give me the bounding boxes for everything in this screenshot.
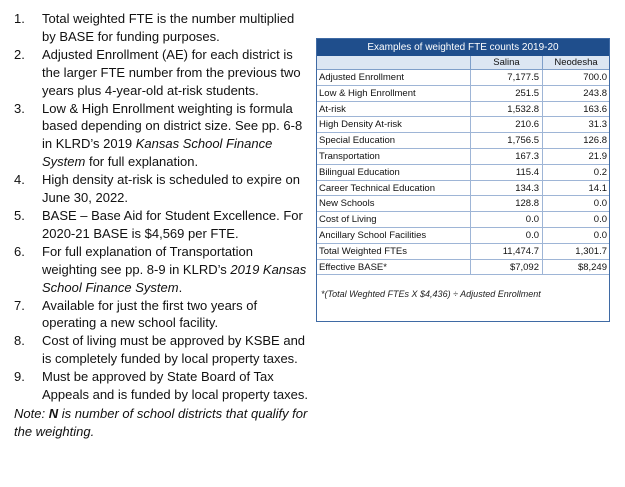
note-item: [14, 207, 310, 243]
footer-suffix: is number of school districts that qualify for the weighting.: [14, 405, 308, 439]
salina-value: 134.3: [471, 181, 543, 196]
table-row: [317, 149, 609, 165]
header-salina: Salina: [471, 56, 543, 69]
row-label: Career Technical Education: [317, 181, 471, 196]
row-label: Special Education: [317, 133, 471, 148]
row-label: Effective BASE*: [317, 260, 471, 275]
table-row: [317, 212, 609, 228]
table-row: [317, 102, 609, 118]
note-number: 6.: [14, 243, 25, 259]
table-body: [317, 70, 609, 275]
salina-value: 1,532.8: [471, 102, 543, 117]
note-text-part: Cost of living must be approved by KSBE and is completely funded by local property taxes.: [42, 333, 306, 367]
note-text-italic: 2019 Kansas School Finance System: [42, 261, 307, 295]
note-text: [42, 46, 310, 100]
note-text: [42, 243, 310, 297]
notes-footer: [14, 405, 310, 441]
table-row: [317, 70, 609, 86]
salina-value: 251.5: [471, 86, 543, 101]
neodesha-value: 0.0: [593, 198, 607, 210]
neodesha-value: 21.9: [588, 150, 607, 162]
salina-value: 0.0: [471, 228, 543, 243]
row-label: Adjusted Enrollment: [317, 70, 471, 85]
table-row: [317, 196, 609, 212]
note-text-part: .: [178, 279, 183, 295]
note-text: [42, 10, 310, 46]
note-item: [14, 46, 310, 100]
salina-value: 0.0: [471, 212, 543, 227]
salina-value: 7,177.5: [471, 70, 543, 85]
note-text: [42, 368, 310, 404]
neodesha-value: 0.0: [593, 229, 607, 241]
salina-value: 115.4: [471, 165, 543, 180]
neodesha-value: 700.0: [583, 72, 607, 83]
row-label: Bilingual Education: [317, 165, 471, 180]
note-text-part: Must be approved by State Board of Tax Appeals and is funded by local property taxes.: [42, 369, 308, 403]
note-text-italic: Kansas School Finance System: [42, 136, 273, 170]
note-number: 9.: [14, 369, 25, 385]
row-label: At-risk: [317, 102, 471, 117]
table-row: [317, 165, 609, 181]
neodesha-value: 163.6: [583, 103, 607, 115]
neodesha-value: 31.3: [588, 119, 607, 131]
note-text: [42, 207, 310, 243]
note-item: [14, 171, 310, 207]
salina-value: 11,474.7: [471, 244, 543, 259]
row-label: Cost of Living: [317, 212, 471, 227]
table-row: [317, 244, 609, 260]
row-label: New Schools: [317, 196, 471, 211]
note-number: 4.: [14, 172, 25, 188]
table-row: [317, 133, 609, 149]
footer-bold: N: [48, 405, 59, 421]
note-item: [14, 243, 310, 297]
footer-prefix: Note:: [14, 405, 49, 421]
row-label: High Density At-risk: [317, 117, 471, 132]
row-label: Total Weighted FTEs: [317, 244, 471, 259]
neodesha-value: $8,249: [577, 261, 607, 273]
neodesha-value: 14.1: [588, 182, 607, 194]
note-item: [14, 368, 310, 404]
note-text: [42, 332, 310, 368]
note-item: [14, 297, 310, 333]
table-title: Examples of weighted FTE counts 2019-20: [317, 39, 609, 56]
row-label: Ancillary School Facilities: [317, 228, 471, 243]
table-row: [317, 86, 609, 102]
notes-list: [14, 10, 310, 441]
table-row: [317, 181, 609, 197]
note-text: [42, 297, 310, 333]
salina-value: 167.3: [471, 149, 543, 164]
note-text-part: Total weighted FTE is the number multiplied by BASE for funding purposes.: [42, 11, 295, 44]
table-row: [317, 260, 609, 276]
note-text-part: High density at-risk is scheduled to expire on June 30, 2022.: [42, 172, 300, 206]
header-neodesha: Neodesha: [554, 57, 598, 68]
note-text-part: Low & High Enrollment weighting is formula based depending on district size. See pp. 6-8 in KLRD’s 2019: [42, 100, 303, 152]
table-header-row: [317, 56, 609, 70]
note-number: 8.: [14, 333, 25, 349]
table-row: [317, 228, 609, 244]
neodesha-value: 243.8: [583, 87, 607, 99]
neodesha-value: 1,301.7: [575, 245, 607, 257]
row-label: Transportation: [317, 149, 471, 164]
neodesha-value: 0.2: [593, 166, 607, 178]
note-text: [42, 171, 310, 207]
note-text: [42, 100, 310, 172]
note-number: 7.: [14, 297, 25, 313]
header-blank-cell: [317, 56, 471, 69]
table-footnote: *(Total Weghted FTEs X $4,436) ÷ Adjusted Enrollment: [321, 289, 541, 300]
note-text-part: For full explanation of Transportation weighting see pp. 8-9 in KLRD’s: [42, 243, 254, 277]
note-item: [14, 332, 310, 368]
salina-value: 128.8: [471, 196, 543, 211]
note-text-part: Available for just the first two years of operating a new school facility.: [42, 297, 258, 331]
note-number: 5.: [14, 207, 25, 223]
note-number: 2.: [14, 46, 25, 62]
note-text-part: BASE – Base Aid for Student Excellence. For 2020-21 BASE is $4,569 per FTE.: [42, 207, 303, 241]
note-item: [14, 10, 310, 46]
salina-value: 1,756.5: [471, 133, 543, 148]
salina-value: $7,092: [471, 260, 543, 275]
note-text-part: Adjusted Enrollment (AE) for each district is the larger FTE number from the previous two years plus 4-year-old at-risk students.: [42, 46, 301, 98]
note-item: [14, 100, 310, 172]
note-number: 1.: [14, 11, 25, 26]
row-label: Low & High Enrollment: [317, 86, 471, 101]
neodesha-value: 126.8: [583, 135, 607, 147]
note-number: 3.: [14, 100, 25, 116]
note-text-part: for full explanation.: [85, 154, 199, 170]
salina-value: 210.6: [471, 117, 543, 132]
table-row: [317, 117, 609, 133]
neodesha-value: 0.0: [593, 214, 607, 226]
weighted-fte-table-panel: [316, 38, 610, 322]
